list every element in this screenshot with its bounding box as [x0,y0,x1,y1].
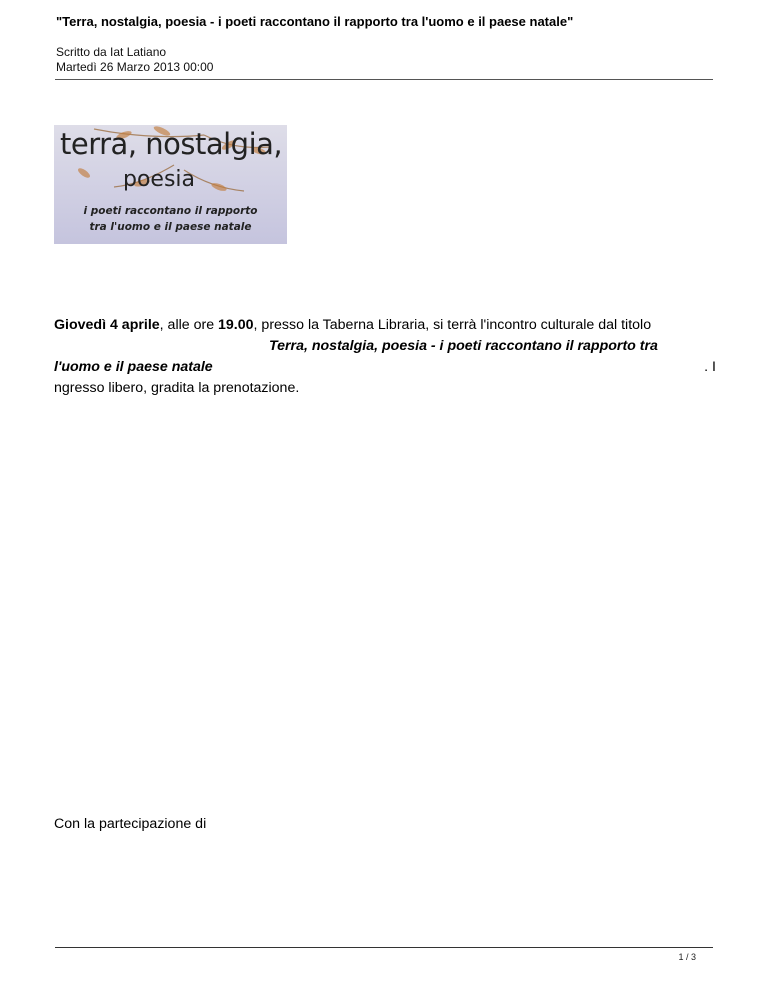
event-poster-image [54,125,287,244]
paragraph-line-2 [54,336,716,357]
event-time: 19.00 [218,317,254,333]
article-meta [56,45,716,75]
footer-divider [55,947,713,948]
paragraph-line-4: ngresso libero, gradita la prenotazione. [54,380,300,396]
participation-label: Con la partecipazione di [54,816,207,832]
author-line: Scritto da Iat Latiano [56,45,167,59]
article-paragraph [54,315,716,399]
paragraph-line-1: Giovedì 4 aprile, alle ore 19.00, presso la Taberna Libraria, si terrà l'incontro culturale dal titolo [54,317,652,333]
event-date: Giovedì 4 aprile [54,317,160,333]
page-title: "Terra, nostalgia, poesia - i poeti raccontano il rapporto tra l'uomo e il paese natale" [56,14,574,29]
page-number: 1 / 3 [678,952,696,962]
poster-title-line-1: terra, nostalgia, [60,127,283,161]
event-title-part-2: l'uomo e il paese natale [54,359,213,375]
poster-subtitle-line-1: i poeti raccontano il rapporto [83,205,258,217]
header-divider [55,79,713,80]
date-line: Martedì 26 Marzo 2013 00:00 [56,60,214,74]
event-title-part-1: Terra, nostalgia, poesia - i poeti raccontano il rapporto tra [269,338,658,354]
paragraph-line-3: l'uomo e il paese natale . I [54,359,716,375]
poster-title-line-2: poesia [123,167,196,192]
poster-subtitle-line-2: tra l'uomo e il paese natale [89,221,252,233]
